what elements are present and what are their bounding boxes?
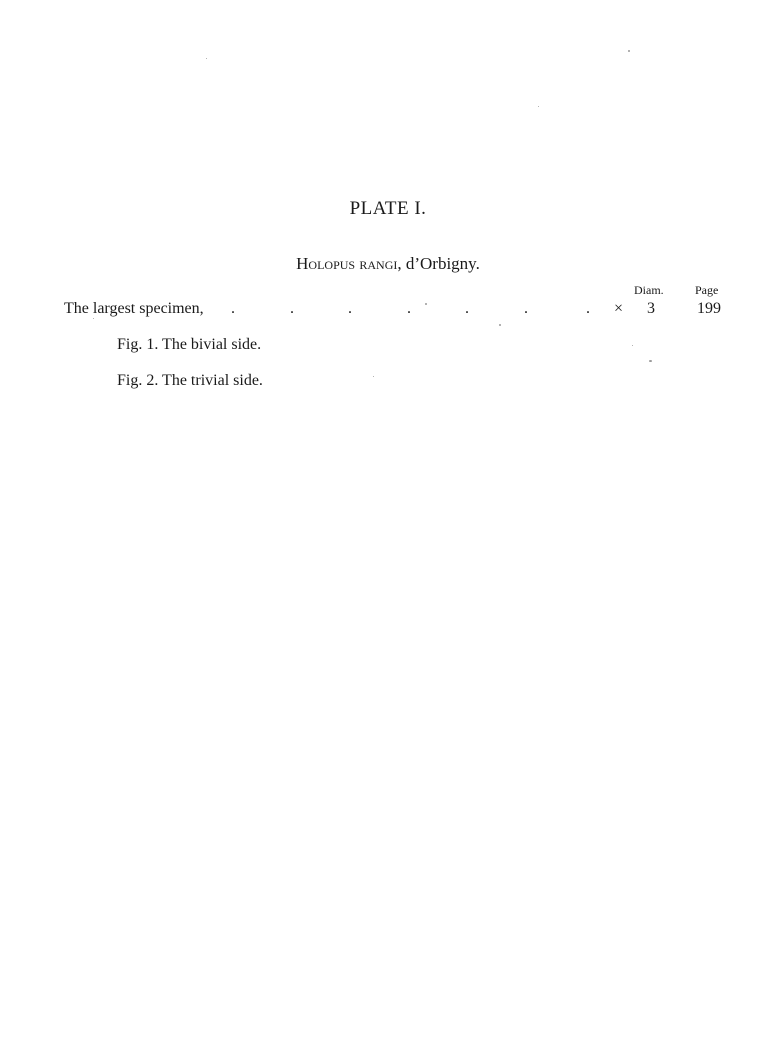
leader-dot: . (231, 300, 235, 317)
scan-speck (628, 50, 630, 52)
scan-speck (649, 360, 652, 362)
specimen-entry (64, 300, 744, 324)
figure-caption-1: Fig. 1. The bivial side. (117, 336, 262, 353)
leader-dot: . (465, 300, 469, 317)
page-column-header: Page (695, 283, 719, 297)
scan-speck (538, 106, 539, 107)
scan-speck (206, 58, 207, 59)
plate-title: PLATE I. (349, 198, 427, 219)
scan-speck (499, 324, 501, 326)
leader-dot: . (524, 300, 528, 317)
species-name: Holopus rangi (296, 254, 398, 273)
leader-dot: . (348, 300, 352, 317)
entry-label: The largest specimen, (64, 300, 204, 317)
leader-dot: . (290, 300, 294, 317)
diam-column-header: Diam. (634, 283, 664, 297)
scan-speck (425, 303, 427, 305)
species-author: , d’Orbigny. (397, 254, 480, 273)
scan-speck (373, 376, 374, 377)
species-heading (0, 254, 776, 274)
scan-speck (93, 318, 94, 319)
leader-dot: . (586, 300, 590, 317)
entry-page: 199 (697, 300, 721, 317)
magnification-sign: × (614, 300, 624, 317)
figure-caption-2: Fig. 2. The trivial side. (117, 372, 263, 389)
leader-dot: . (407, 300, 411, 317)
entry-diam: 3 (647, 300, 655, 317)
scan-speck (632, 345, 633, 346)
